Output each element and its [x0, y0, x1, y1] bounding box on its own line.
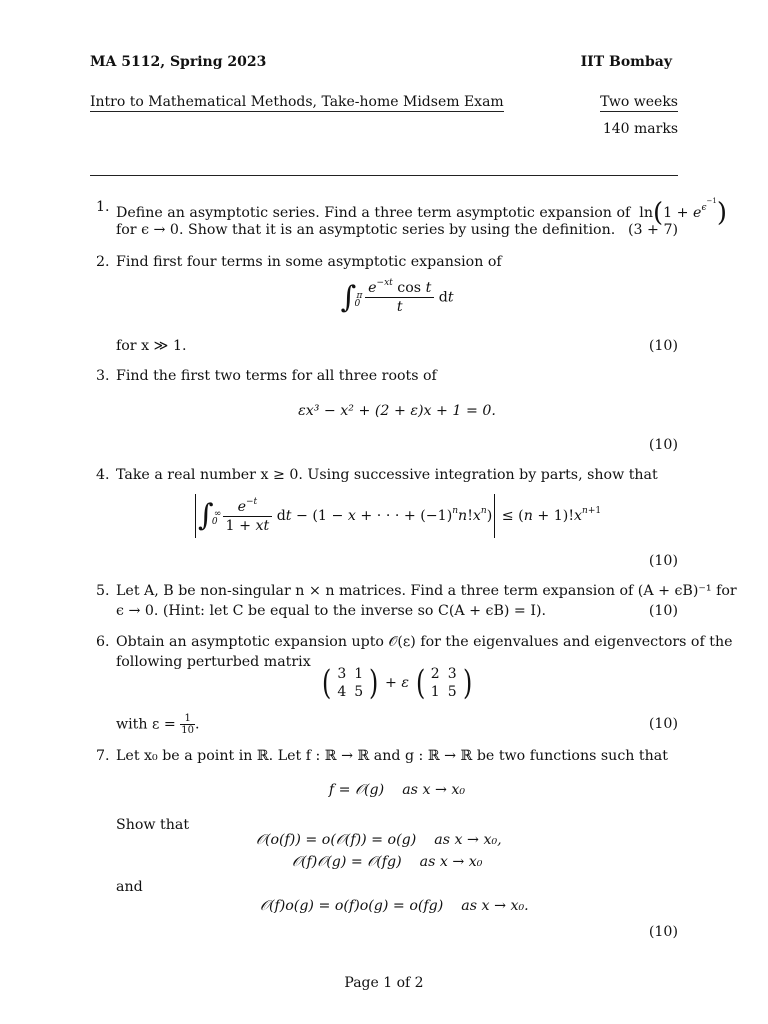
- question-marks: (10): [648, 437, 678, 453]
- question-marks: (10): [648, 603, 678, 619]
- question-condition: for x ≫ 1.: [116, 338, 187, 354]
- equation-2: 𝒪(f)𝒪(g) = 𝒪(fg) as x → x₀: [292, 854, 483, 870]
- total-marks: 140 marks: [602, 121, 678, 137]
- ln-expression: $\ln(1 + e^{\epsilon^{-1}})$: [634, 197, 727, 228]
- cubic-equation: εx³ − x² + (2 + ε)x + 1 = 0.: [298, 403, 496, 419]
- equation-1: 𝒪(o(f)) = o(𝒪(f)) = o(g) as x → x₀,: [256, 832, 502, 848]
- question-text: Let A, B be non-singular n × n matrices. Find a three term expansion of (A + ϵB)⁻¹ for: [116, 583, 737, 599]
- question-text: Obtain an asymptotic expansion upto 𝒪(ε) for the eigenvalues and eigenvectors of the: [116, 634, 733, 650]
- question-text: Find the first two terms for all three roots of: [116, 368, 437, 384]
- show-that-label: Show that: [116, 817, 190, 833]
- question-6: [96, 631, 733, 741]
- integral-expression: ∫ π 0 $\frac{e^{-xt} \cos t}{t}$ dt: [340, 278, 454, 315]
- perturbed-matrix: ( 3 1 4 5 ) + ε ( 2 3 1 5 ): [322, 663, 472, 703]
- question-marks: (10): [648, 338, 678, 354]
- question-number: 2.: [96, 254, 110, 270]
- question-4: [96, 464, 678, 574]
- question-text-cont: for ϵ → 0. Show that it is an asymptotic series by using the definition.: [116, 222, 616, 238]
- inequality-expression: ∫ ∞ 0 $\frac{e^{-t}}{1 + xt}$ dt − (1 − x + · · · + $(-1)^nn!x^n) \le (n + 1)!x^{n+1}$: [116, 494, 678, 538]
- question-number: 5.: [96, 583, 110, 599]
- question-3: [96, 365, 678, 455]
- exam-title: Intro to Mathematical Methods, Take-home Midsem Exam: [90, 94, 504, 110]
- question-text: Let x₀ be a point in ℝ. Let f : ℝ → ℝ and g : ℝ → ℝ be two functions such that: [116, 748, 668, 764]
- question-text-cont: ϵ → 0. (Hint: let C be equal to the inverse so C(A + ϵB) = I).: [116, 603, 546, 619]
- question-1: [96, 194, 727, 240]
- question-number: 3.: [96, 368, 110, 384]
- question-5: [96, 580, 737, 626]
- question-marks: (3 + 7): [627, 222, 678, 238]
- question-text-cont: following perturbed matrix: [116, 654, 311, 670]
- and-label: and: [116, 879, 143, 895]
- question-number: 7.: [96, 748, 110, 764]
- question-number: 4.: [96, 467, 110, 483]
- epsilon-value: with ε = $\frac{1}{10}$ .: [116, 713, 200, 736]
- exam-duration: Two weeks: [600, 94, 678, 110]
- header-divider: [90, 175, 678, 176]
- institute-name: IIT Bombay: [580, 54, 672, 70]
- question-text: Find first four terms in some asymptotic expansion of: [116, 254, 502, 270]
- course-code: MA 5112, Spring 2023: [90, 54, 267, 70]
- hypothesis-equation: f = 𝒪(g) as x → x₀: [328, 782, 466, 798]
- question-text: Define an asymptotic series. Find a three term asymptotic expansion of: [116, 205, 631, 221]
- question-number: 6.: [96, 634, 110, 650]
- question-2: [96, 251, 678, 361]
- question-number: 1.: [96, 199, 110, 215]
- question-text: Take a real number x ≥ 0. Using successive integration by parts, show that: [116, 467, 658, 483]
- equation-3: 𝒪(f)o(g) = o(f)o(g) = o(fg) as x → x₀.: [260, 898, 529, 914]
- question-marks: (10): [648, 716, 678, 732]
- question-marks: (10): [648, 553, 678, 569]
- question-marks: (10): [648, 924, 678, 940]
- question-7: [96, 745, 678, 945]
- page-number: Page 1 of 2: [344, 975, 424, 991]
